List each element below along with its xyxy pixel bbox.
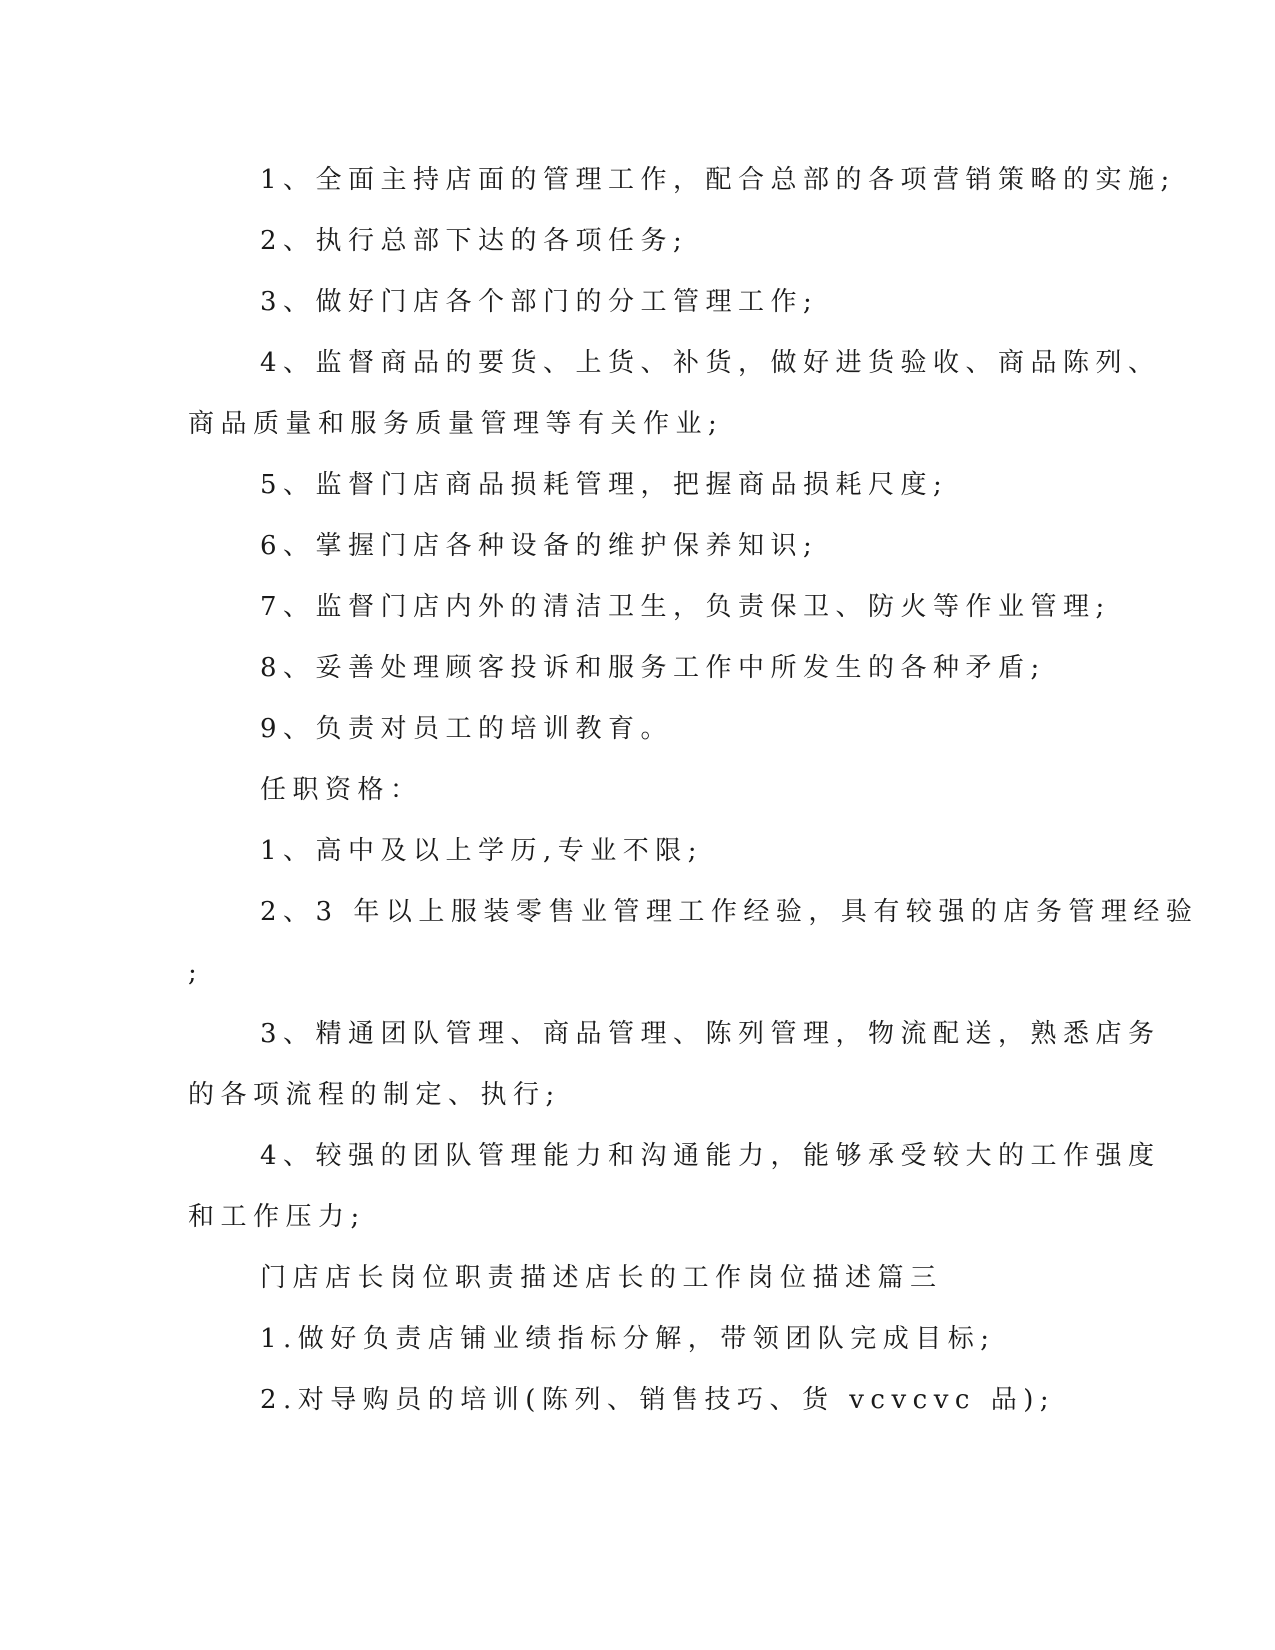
document-line: 任职资格： xyxy=(260,775,423,805)
document-line: 商品质量和服务质量管理等有关作业; xyxy=(188,409,724,439)
document-line: 门店店长岗位职责描述店长的工作岗位描述篇三 xyxy=(260,1263,943,1293)
document-body xyxy=(188,160,1199,1441)
document-line: 6、掌握门店各种设备的维护保养知识; xyxy=(260,531,819,561)
document-line: 7、监督门店内外的清洁卫生，负责保卫、防火等作业管理; xyxy=(260,592,1111,622)
document-line: 4、监督商品的要货、上货、补货，做好进货验收、商品陈列、 xyxy=(260,348,1161,378)
document-line: ; xyxy=(188,958,204,988)
document-line: 2、3 年以上服装零售业管理工作经验，具有较强的店务管理经验 xyxy=(260,897,1199,927)
document-line: 9、负责对员工的培训教育。 xyxy=(260,714,674,744)
document-line: 4、较强的团队管理能力和沟通能力，能够承受较大的工作强度 xyxy=(260,1141,1161,1171)
document-line: 和工作压力; xyxy=(188,1202,366,1232)
document-line: 1、全面主持店面的管理工作，配合总部的各项营销策略的实施; xyxy=(260,165,1176,195)
document-line: 的各项流程的制定、执行; xyxy=(188,1080,561,1110)
document-line: 3、做好门店各个部门的分工管理工作; xyxy=(260,287,819,317)
document-line: 8、妥善处理顾客投诉和服务工作中所发生的各种矛盾; xyxy=(260,653,1046,683)
document-line: 3、精通团队管理、商品管理、陈列管理，物流配送，熟悉店务 xyxy=(260,1019,1161,1049)
document-line: 5、监督门店商品损耗管理，把握商品损耗尺度; xyxy=(260,470,949,500)
document-line: 2.对导购员的培训(陈列、销售技巧、货 vcvcvc 品); xyxy=(260,1385,1056,1415)
document-line: 1.做好负责店铺业绩指标分解，带领团队完成目标; xyxy=(260,1324,996,1354)
document-line: 2、执行总部下达的各项任务; xyxy=(260,226,689,256)
document-line: 1、高中及以上学历,专业不限; xyxy=(260,836,704,866)
